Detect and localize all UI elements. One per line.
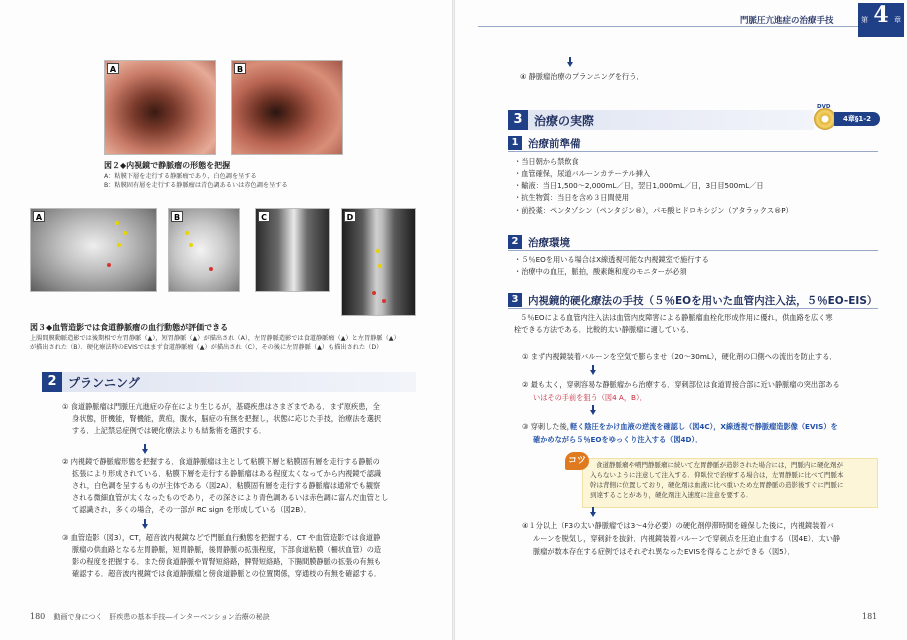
chapter-suffix: 章: [894, 16, 901, 24]
planning-item3-line1: ③ 血管造影（図3），CT，超音波内視鏡などで門脈血行動態を把握する．CT や血管造影では食道静: [62, 533, 381, 542]
header-rule: [478, 26, 878, 27]
planning-item2-line1: ② 内視鏡で静脈瘤形態を把握する．食道静脈瘤は主として粘膜下層と粘膜固有層を走行する静脈の: [62, 457, 380, 466]
flow-arrow: [567, 62, 573, 67]
tip-line4: 到達することがあり，硬化剤注入速度に注意を要する．: [590, 491, 753, 499]
eis-intro-line1: ５％EOによる血管内注入法は血管内皮障害による静脈瘤血栓化形成作用に優れ，供血路を広く寒: [520, 313, 833, 322]
fig2-label-b: B: [234, 63, 246, 74]
flow-arrow: [590, 512, 596, 517]
fig2-caption-line1: A：粘膜下層を走行する静脈瘤であり，白色調を呈する: [104, 173, 257, 180]
eis-step3-highlight2: 確かめながら５％EOをゆっくり注入する（図4D）．: [533, 435, 703, 444]
fig3-caption-line2: が描出された（B）．硬化療法時のEVISではまず食道静脈瘤（▲）が描出され（C），その後に左胃静脈（▲）も描出された（D）: [30, 344, 383, 351]
marker: [209, 267, 213, 271]
prep-item: ・前投薬：ペンタゾシン（ペンタジン®），パモ酸ヒドロキシジン（アタラックス®P）: [514, 206, 793, 215]
fig3-label-c: C: [258, 211, 270, 222]
chapter-number: 4: [873, 2, 889, 28]
flow-arrow: [142, 449, 148, 454]
sub3-title: 内視鏡的硬化療法の手技（５％EOを用いた血管内注入法，５％EO-EIS）: [528, 295, 878, 307]
flow-arrow: [142, 524, 148, 529]
fig3-image-a: [30, 208, 157, 292]
eis-step2-line1: ② 最も太く，穿刺容易な静脈瘤から治療する．穿刺部位は食道胃接合部に近い静脈瘤の突出部ある: [522, 380, 840, 389]
eis-step3-highlight1: 軽く陰圧をかけ血液の逆流を確認し（図4C），X線透視で静脈瘤造影像（EVIS）を: [570, 422, 838, 431]
eis-step4-line1: ④１分以上（F3の太い静脈瘤では3～4分必要）の硬化剤停滞時間を確保した後に，内視鏡装着バ: [522, 521, 834, 530]
fig3-caption-line1: 上腸間膜動脈造影では後期相で左胃静脈（▲），短胃静脈（▲）が描出され（A），左胃静脈造影では食道静脈瘤（▲）と左胃静脈（▲）: [30, 335, 400, 342]
prep-item: ・輸液：当日1,500～2,000mL／日，翌日1,000mL／日，3日目500mL／日: [514, 181, 764, 190]
section3-heading: [508, 110, 814, 130]
marker: [107, 263, 111, 267]
footer-left: [30, 612, 270, 622]
page-gutter: [452, 0, 455, 640]
tip-line3: 幹は背側に位置しており，硬化剤は血液に比べ重いため左胃静脈の造影後すぐに門脈に: [590, 481, 844, 489]
sub3-rule: [508, 308, 878, 309]
eis-intro-line2: 栓できる方法である．比較的太い静脈瘤に適している．: [514, 325, 694, 334]
chapter-tab: [858, 3, 904, 37]
marker: [117, 243, 121, 247]
footer-book-title: 動画で身につく 肝疾患の基本手技―インターベンション治療の秘訣: [53, 613, 270, 621]
fig3-label-d: D: [344, 211, 356, 222]
eis-step4-line2: ルーンを脱気し，穿刺針を抜針．内視鏡装着バルーンで穿刺点を圧迫止血する（図4E）．太い静: [533, 534, 841, 543]
dvd-reference: 4章§1-2: [834, 112, 880, 126]
planning-item2-line5: て認識され，多くの場合，その一部が RC sign を形成している（図2B）．: [72, 505, 311, 514]
page-number-left: 180: [30, 612, 46, 621]
page-number-right: 181: [862, 612, 878, 621]
planning-item3-line3: 影の程度を把握する．また傍食道静脈や胃腎短絡路，脾腎短絡路，下腸間膜静脈の拡張の有無も: [72, 557, 382, 566]
planning-item2-line3: され，白色調を呈するものが主体である（図2A）．粘膜固有層を走行する静脈瘤は通常でも観察: [72, 481, 381, 490]
marker: [378, 264, 382, 268]
env-item: ・治療中の血圧，脈拍，酸素飽和度のモニターが必須: [514, 267, 687, 276]
planning-item2-line4: される微細血管が太くなったものであり，その深さにより青色調あるいは赤色調に富んだ血管とし: [72, 493, 389, 502]
fig2-photo-b: [231, 60, 343, 155]
section2-number: 2: [42, 372, 62, 392]
tip-badge: コツ: [565, 452, 589, 470]
section2-heading: [42, 372, 416, 392]
marker: [115, 221, 119, 225]
running-title: 門脈圧亢進症の治療手技: [740, 16, 834, 26]
sub2-number: 2: [508, 235, 522, 249]
eis-step1: ① まず内視鏡装着バルーンを空気で膨らませ（20～30mL），硬化剤の口側への流出を防止する．: [522, 352, 837, 361]
sub3-number: 3: [508, 293, 522, 307]
planning-item2-line2: 拡張により形成されている．粘膜下層を走行する静脈瘤はある程度太くなってから内視鏡で認識: [72, 469, 382, 478]
left-page: [0, 0, 453, 640]
dvd-label: DVD: [817, 104, 831, 110]
planning-item1-line1: ① 食道静脈瘤は門脈圧亢進症の存在により生じるが，基礎疾患はさまざまである．まず原疾患，全: [62, 402, 380, 411]
section2-title: プランニング: [68, 376, 140, 390]
prep-item: ・当日朝から禁飲食: [514, 157, 579, 166]
marker: [372, 291, 376, 295]
planning-item4: ④ 静脈瘤治療のプランニングを行う．: [520, 72, 644, 81]
fig2-photo-a: [104, 60, 216, 155]
fig3-caption-title: 図３◆血管造影では食道静脈瘤の血行動態が評価できる: [30, 323, 229, 332]
sub1-rule: [508, 151, 878, 152]
tip-line2: 入らないように注意して注入する．仰臥位で治療する場合は，左胃静脈に比べて門脈本: [590, 471, 844, 479]
env-item: ・５％EOを用いる場合はX線透視可能な内視鏡室で施行する: [514, 255, 709, 264]
marker: [189, 243, 193, 247]
eis-step2-line2: いはその手前を狙う（図4 A，B）．: [533, 393, 647, 402]
fig3-label-b: B: [171, 211, 183, 222]
sub2-rule: [508, 250, 878, 251]
fig3-image-b: [168, 208, 240, 292]
sub1-number: 1: [508, 136, 522, 150]
fig2-caption-line2: B：粘膜固有層を走行する静脈瘤は青色調あるいは赤色調を呈する: [104, 182, 288, 189]
sub2-title: 治療環境: [528, 237, 570, 249]
flow-arrow: [590, 410, 596, 415]
tip-line1: 食道静脈瘤や噴門静脈瘤に続いて左胃静脈が造影された場合には，門脈内に硬化剤が: [596, 461, 843, 469]
prep-item: ・抗生物質：当日を含め３日間使用: [514, 193, 630, 202]
fig3-image-d: [341, 208, 416, 316]
eis-step3-lead: ③ 穿刺した後，: [522, 422, 574, 431]
eis-step4-line3: 脈瘤が数本存在する症例ではそれぞれ異なったEVISを得ることができる（図5）．: [533, 547, 795, 556]
flow-arrow: [590, 370, 596, 375]
planning-item1-line2: 身状態，肝機能，腎機能，黄疸，腹水，脳症の有無を把握し，状態に応じた手技，治療法を選択: [72, 414, 382, 423]
marker: [123, 231, 127, 235]
planning-item1-line3: する．上記禁忌症例では硬化療法よりも結紮術を選択する．: [72, 426, 267, 435]
section3-number: 3: [508, 110, 528, 130]
planning-item3-line4: 確認する．超音波内視鏡では食道静脈瘤と傍食道静脈との位置関係，穿通枝の有無を確認する．: [72, 569, 382, 578]
fig3-label-a: A: [33, 211, 45, 222]
dvd-icon: [814, 108, 836, 130]
sub1-title: 治療前準備: [528, 138, 581, 150]
marker: [185, 231, 189, 235]
fig2-caption-title: 図２◆内視鏡で静脈瘤の形態を把握: [104, 161, 231, 170]
planning-item3-line2: 脈瘤の供血路となる左胃静脈，短胃静脈，後胃静脈の拡張程度，下部食道粘膜（柵状血管）の造: [72, 545, 382, 554]
chapter-prefix: 第: [861, 16, 868, 24]
section3-title: 治療の実際: [534, 114, 595, 128]
marker: [376, 249, 380, 253]
prep-item: ・血管確保，尿道バルーンカテーテル挿入: [514, 169, 651, 178]
fig3-image-c: [255, 208, 330, 292]
marker: [382, 299, 386, 303]
fig2-label-a: A: [107, 63, 119, 74]
